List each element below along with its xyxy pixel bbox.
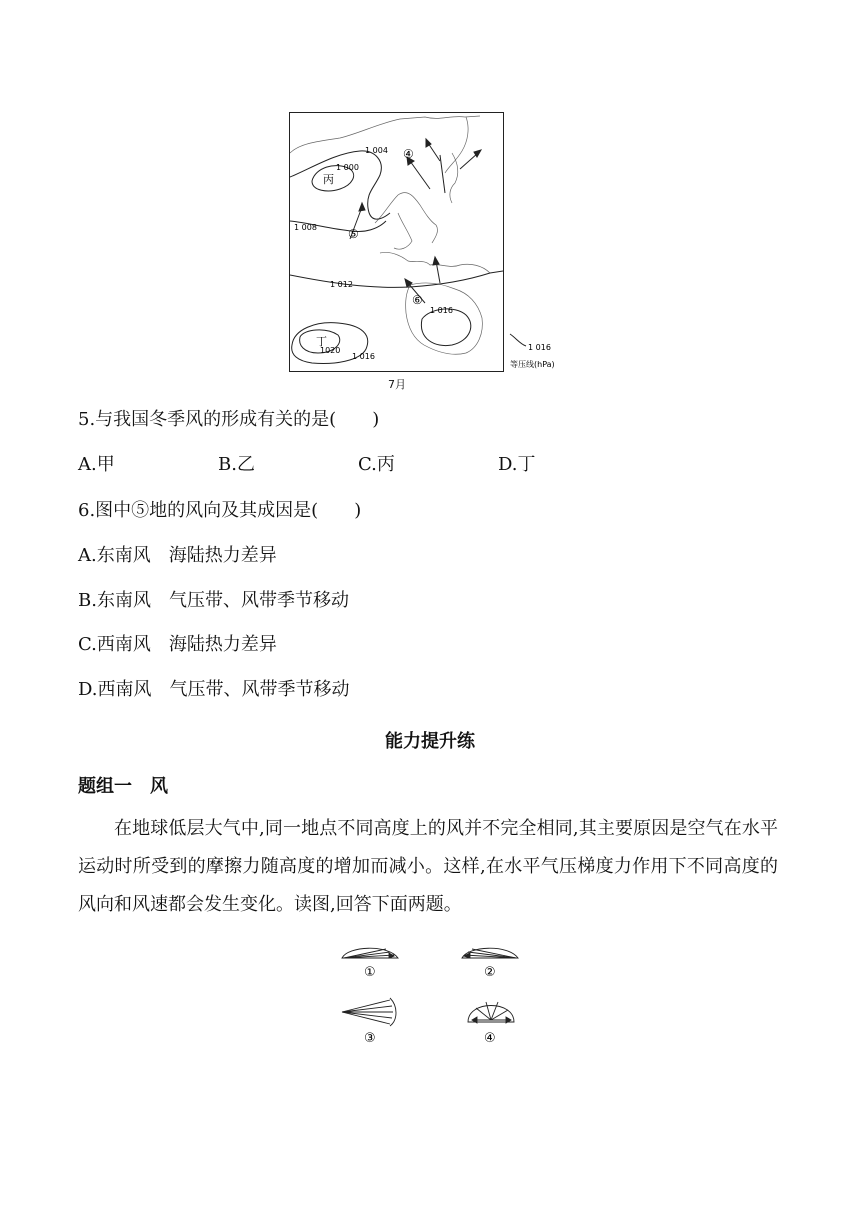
coastlines [290, 116, 490, 354]
group-title: 题组一 风 [78, 776, 168, 797]
question-5-option-b: B.乙 [218, 454, 255, 475]
region-label-ding: 丁 [316, 335, 327, 348]
question-6-stem: 6.图中⑤地的风向及其成因是( ) [78, 500, 362, 521]
circled-label-4: ④ [403, 147, 414, 161]
isobar-label: 1020 [320, 346, 341, 355]
question-5-option-a: A.甲 [78, 454, 115, 475]
wind-diagram-label-4: ④ [484, 1031, 496, 1046]
isobar-lines [290, 151, 503, 364]
wind-diagram-2 [462, 948, 518, 958]
isobar-label: 1 004 [365, 146, 388, 155]
question-6-option-b: B.东南风 气压带、风带季节移动 [78, 590, 349, 611]
pressure-map-drawing [290, 113, 503, 371]
circled-label-6: ⑥ [412, 293, 423, 307]
passage-text: 在地球低层大气中,同一地点不同高度上的风并不完全相同,其主要原因是空气在水平运动时所受到的摩擦力随高度的增加而减小。这样,在水平气压梯度力作用下不同高度的风向和风速都会发生变化。读图,回答下面两题。 [78, 818, 778, 915]
wind-diagram-label-3: ③ [364, 1031, 376, 1046]
isobar-label: 1 000 [336, 163, 359, 172]
wind-diagram-4 [468, 1002, 514, 1023]
wind-diagram-3 [342, 998, 396, 1026]
isobar-label: 1 016 [352, 352, 375, 361]
wind-diagram-label-1: ① [364, 965, 376, 980]
isobar-label: 1 016 [430, 306, 453, 315]
wind-diagram-label-2: ② [484, 965, 496, 980]
wind-diagrams [336, 940, 536, 1050]
map-legend [508, 330, 578, 372]
wind-arrows [350, 139, 481, 303]
legend-value: 1 016 [528, 343, 551, 352]
section-title: 能力提升练 [385, 731, 475, 752]
isobar-label: 1 012 [330, 280, 353, 289]
legend-isobar-sample [510, 334, 526, 346]
wind-diagram-1 [342, 948, 398, 958]
legend-label: 等压线(hPa) [510, 360, 555, 369]
question-5-stem: 5.与我国冬季风的形成有关的是( ) [78, 409, 380, 430]
circled-label-5: ⑤ [348, 227, 359, 241]
isobar-label: 1 008 [294, 223, 317, 232]
region-label-bing: 丙 [323, 173, 334, 186]
pressure-map [289, 112, 504, 372]
question-6-option-a: A.东南风 海陆热力差异 [78, 545, 277, 566]
question-6-option-d: D.西南风 气压带、风带季节移动 [78, 679, 350, 700]
question-5-option-d: D.丁 [498, 454, 536, 475]
question-5-option-c: C.丙 [358, 454, 395, 475]
map-caption: 7月 [388, 378, 406, 391]
question-6-option-c: C.西南风 海陆热力差异 [78, 634, 277, 655]
